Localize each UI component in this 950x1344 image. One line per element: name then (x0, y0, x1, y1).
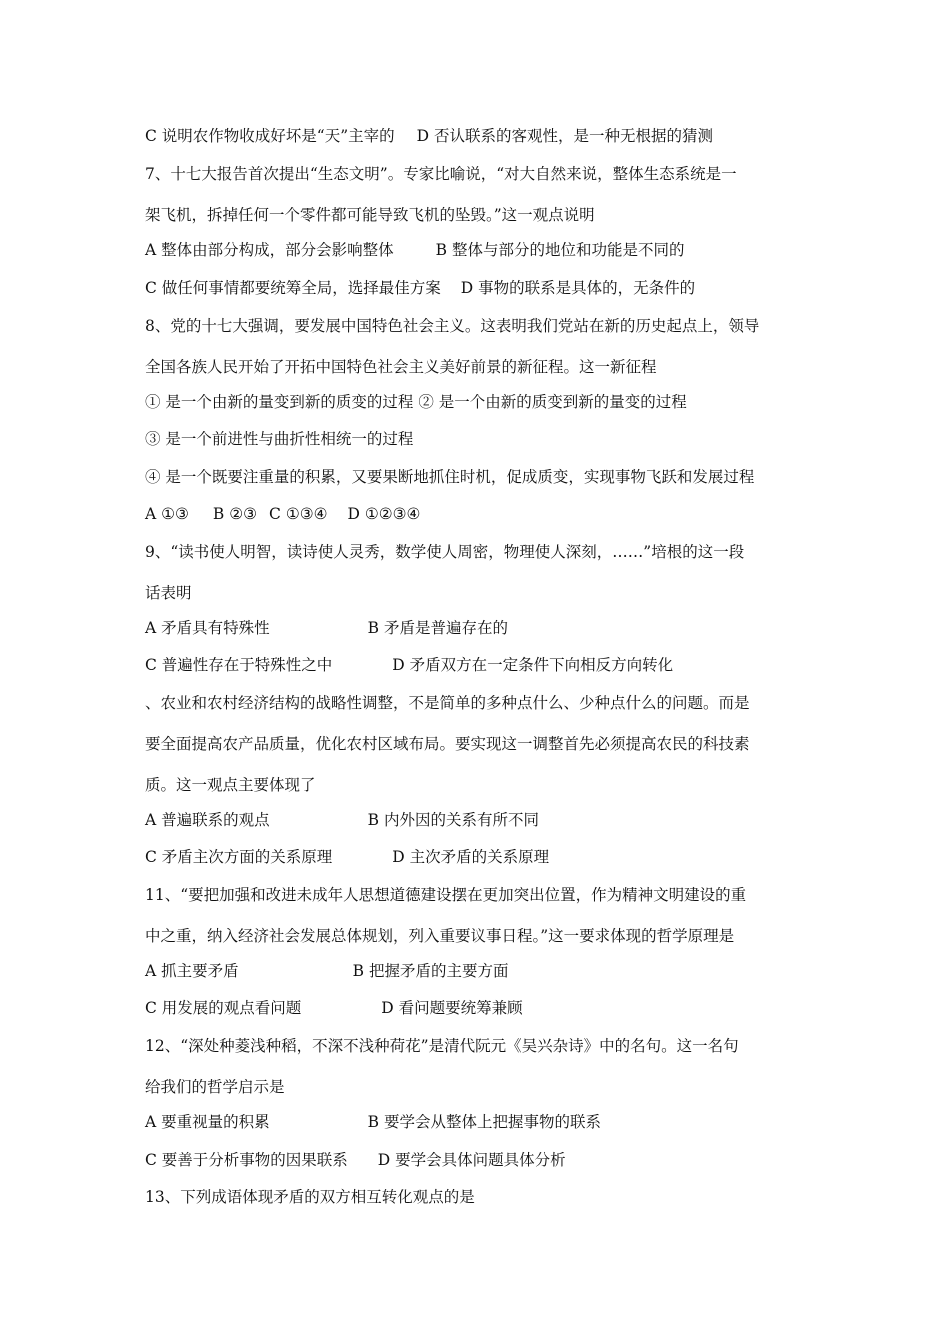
option-c: C 说明农作物收成好坏是“天”主宰的 (145, 127, 395, 145)
option-c: C 要善于分析事物的因果联系 (145, 1151, 348, 1169)
option-line-6cd (145, 126, 713, 146)
option-b: B ②③ (212, 505, 258, 523)
option-b: B 把握矛盾的主要方面 (352, 962, 509, 980)
option-c: C 普遍性存在于特殊性之中 (145, 656, 333, 674)
option-b: B 要学会从整体上把握事物的联系 (367, 1113, 601, 1131)
option-line-10cd (145, 847, 549, 867)
option-a: A 要重视量的积累 (145, 1113, 270, 1131)
option-b: B 内外因的关系有所不同 (367, 811, 539, 829)
option-a: A 整体由部分构成，部分会影响整体 (145, 241, 394, 259)
question-11-stem: 11、“要把加强和改进未成年人思想道德建设摆在更加突出位置，作为精神文明建设的重 (145, 886, 747, 904)
option-d: D 看问题要统筹兼顾 (381, 999, 523, 1017)
option-line-9cd (145, 655, 673, 675)
question-10-stem-cont: 要全面提高农产品质量，优化农村区域布局。要实现这一调整首先必须提高农民的科技素 (145, 735, 750, 753)
option-line-9ab (145, 618, 508, 638)
statement-3: ③ 是一个前进性与曲折性相统一的过程 (145, 430, 414, 448)
question-13-stem: 13、下列成语体现矛盾的双方相互转化观点的是 (145, 1188, 475, 1206)
option-line-12ab (145, 1112, 601, 1132)
question-12-stem-cont: 给我们的哲学启示是 (145, 1078, 285, 1096)
question-9-stem: 9、“读书使人明智，读诗使人灵秀，数学使人周密，物理使人深刻，……”培根的这一段 (145, 543, 745, 561)
question-7-stem-cont: 架飞机，拆掉任何一个零件都可能导致飞机的坠毁。”这一观点说明 (145, 206, 595, 224)
option-a: A 矛盾具有特殊性 (145, 619, 270, 637)
option-line-7cd (145, 278, 695, 298)
question-8-stem-cont: 全国各族人民开始了开拓中国特色社会主义美好前景的新征程。这一新征程 (145, 358, 657, 376)
question-10-stem: 、农业和农村经济结构的战略性调整，不是简单的多种点什么、少种点什么的问题。而是 (145, 694, 750, 712)
option-d: D 事物的联系是具体的，无条件的 (460, 279, 696, 297)
option-c: C 做任何事情都要统筹全局，选择最佳方案 (145, 279, 441, 297)
option-c: C 用发展的观点看问题 (145, 999, 302, 1017)
question-7-stem: 7、十七大报告首次提出“生态文明”。专家比喻说，“对大自然来说，整体生态系统是一 (145, 165, 737, 183)
option-b: B 矛盾是普遍存在的 (367, 619, 508, 637)
statement-1-2: ① 是一个由新的量变到新的质变的过程 ② 是一个由新的质变到新的量变的过程 (145, 393, 687, 411)
option-line-11cd (145, 998, 523, 1018)
question-10-stem-end: 质。这一观点主要体现了 (145, 776, 316, 794)
option-a: A 抓主要矛盾 (145, 962, 239, 980)
option-d: D 要学会具体问题具体分析 (377, 1151, 566, 1169)
option-d: D 主次矛盾的关系原理 (392, 848, 550, 866)
option-line-8 (145, 504, 420, 524)
option-d: D 矛盾双方在一定条件下向相反方向转化 (392, 656, 674, 674)
question-11-stem-cont: 中之重，纳入经济社会发展总体规划，列入重要议事日程。”这一要求体现的哲学原理是 (145, 927, 735, 945)
option-line-10ab (145, 810, 539, 830)
option-b: B 整体与部分的地位和功能是不同的 (435, 241, 685, 259)
question-12-stem: 12、“深处种菱浅种稻，不深不浅种荷花”是清代阮元《吴兴杂诗》中的名句。这一名句 (145, 1037, 739, 1055)
question-9-stem-cont: 话表明 (145, 584, 192, 602)
statement-4: ④ 是一个既要注重量的积累，又要果断地抓住时机，促成质变，实现事物飞跃和发展过程 (145, 468, 755, 486)
option-line-11ab (145, 961, 508, 981)
option-c: C 矛盾主次方面的关系原理 (145, 848, 333, 866)
option-c: C ①③④ (269, 505, 328, 523)
option-line-7ab (145, 240, 684, 260)
option-line-12cd (145, 1150, 566, 1170)
option-d: D 否认联系的客观性，是一种无根据的猜测 (416, 127, 713, 145)
question-8-stem: 8、党的十七大强调，要发展中国特色社会主义。这表明我们党站在新的历史起点上，领导 (145, 317, 760, 335)
option-a: A ①③ (145, 505, 189, 523)
option-a: A 普遍联系的观点 (145, 811, 270, 829)
option-d: D ①②③④ (347, 505, 421, 523)
